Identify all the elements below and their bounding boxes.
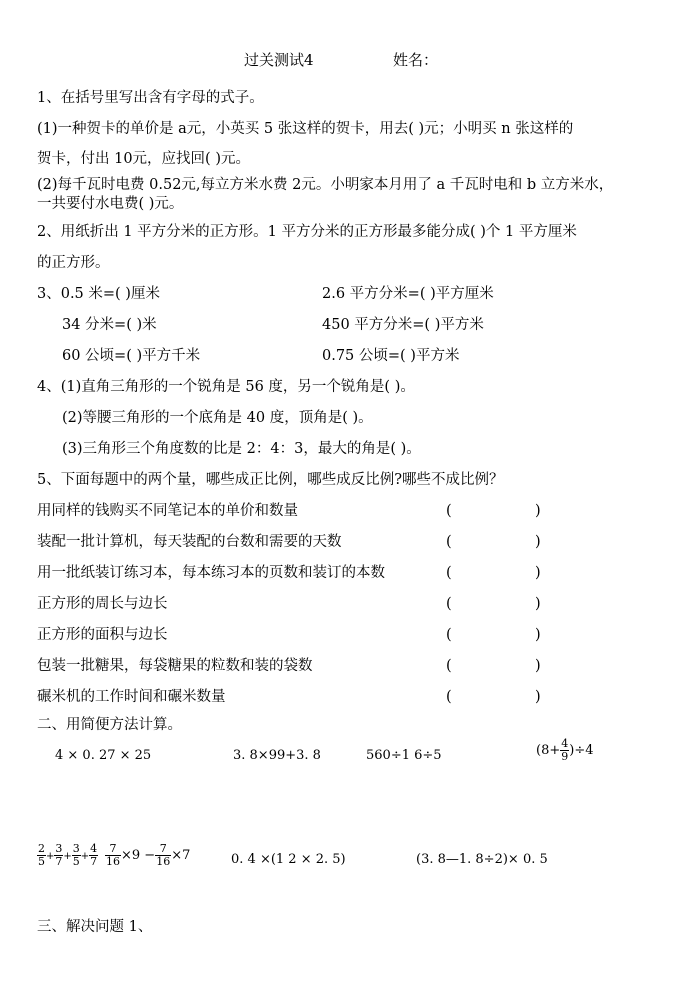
q1-1-line1: (1)一种贺卡的单价是 a元，小英买 5 张这样的贺卡，用去( )元；小明买 n 张这样的 [37,121,574,137]
fraction-denominator: 5 [72,855,80,868]
fraction-denominator: 5 [38,855,45,868]
section2-heading: 二、用简便方法计算。 [37,717,182,733]
answer-paren-close: ) [535,596,541,612]
fraction-denominator: 9 [561,750,569,763]
calc-5 [37,843,98,868]
name-label: 姓名： [393,51,439,69]
answer-paren-open: ( [446,627,452,643]
fraction-numerator: 3 [72,842,80,855]
answer-paren-open: ( [446,565,452,581]
answer-paren-close: ) [535,658,541,674]
q5-item: 包装一批糖果，每袋糖果的粒数和装的袋数 [37,658,313,674]
calc-1: 4 × 0. 27 × 25 [55,748,152,763]
calc-4 [536,738,594,763]
fraction-denominator: 16 [156,855,171,868]
q3-row3-right: 0.75 公顷=( )平方米 [322,348,460,364]
q2-line2: 的正方形。 [37,255,110,271]
q2-line1: 2、用纸折出 1 平方分米的正方形。1 平方分米的正方形最多能分成( )个 1 平方厘米 [37,224,577,240]
q3-row2-left: 34 分米=( )米 [62,317,157,333]
fraction-denominator: 16 [106,855,120,868]
fraction-numerator: 3 [55,842,63,855]
q1-2-line1: (2)每千瓦时电费 0.52元,每立方米水费 2元。小明家本月用了 a 千瓦时电和 b 立方米水， [37,177,614,193]
fraction [89,843,98,868]
q5-item: 用一批纸装订练习本，每本练习本的页数和装订的本数 [37,565,385,581]
q1-1-line2: 贺卡，付出 10元，应找回( )元。 [37,151,250,167]
fraction-denominator: 7 [55,855,63,868]
q3-row1-right: 2.6 平方分米=( )平方厘米 [322,286,494,302]
q5-item: 正方形的周长与边长 [37,596,168,612]
fraction-denominator: 7 [90,855,98,868]
calc-7: 0. 4 ×(1 2 × 2. 5) [231,852,346,867]
plus-sign: + [80,851,90,862]
fraction [72,843,81,868]
fraction-numerator: 4 [90,842,98,855]
answer-paren-close: ) [535,627,541,643]
answer-paren-open: ( [446,534,452,550]
fraction-numerator: 7 [105,843,121,856]
q5-item: 碾米机的工作时间和碾米数量 [37,689,226,705]
answer-paren-open: ( [446,503,452,519]
fraction-numerator: 2 [38,842,45,855]
q5-heading: 5、下面每题中的两个量，哪些成正比例，哪些成反比例?哪些不成比例？ [37,472,504,488]
answer-paren-open: ( [446,596,452,612]
answer-paren-close: ) [535,689,541,705]
calc-6 [105,843,190,868]
answer-paren-close: ) [535,565,541,581]
q3-row2-right: 450 平方分米=( )平方米 [322,317,484,333]
plus-sign: + [46,851,55,862]
q4-1: 4、(1)直角三角形的一个锐角是 56 度，另一个锐角是( )。 [37,379,415,395]
fraction-numerator: 7 [155,843,171,856]
fraction [155,843,171,868]
fraction [37,843,46,868]
fraction-numerator: 4 [561,737,569,750]
section3-heading: 三、解决问题 1、 [37,919,153,935]
answer-paren-open: ( [446,689,452,705]
calc-3: 560÷1 6÷5 [366,748,442,763]
q5-item: 正方形的面积与边长 [37,627,168,643]
fraction [560,738,569,763]
q1-heading: 1、在括号里写出含有字母的式子。 [37,90,264,106]
q3-row3-left: 60 公顷=( )平方千米 [62,348,201,364]
answer-paren-open: ( [446,658,452,674]
q4-2: (2)等腰三角形的一个底角是 40 度，顶角是( )。 [62,410,373,426]
q5-item: 装配一批计算机，每天装配的台数和需要的天数 [37,534,342,550]
calc-6-end: ×7 [171,848,191,863]
calc-4-prefix: (8+ [536,743,561,758]
calc-2: 3. 8×99+3. 8 [233,748,321,763]
fraction [105,843,121,868]
q4-3: (3)三角形三个角度数的比是 2：4：3，最大的角是( )。 [62,441,421,457]
calc-6-mid: ×9 − [121,848,156,863]
q3-row1-left: 3、0.5 米=( )厘米 [37,286,160,302]
calc-8: (3. 8—1. 8÷2)× 0. 5 [416,852,548,867]
q1-2-line2: 一共要付水电费( )元。 [37,196,184,212]
page-title: 过关测试4 [244,51,314,69]
answer-paren-close: ) [535,503,541,519]
calc-4-suffix: )÷4 [569,743,594,758]
plus-sign: + [63,851,72,862]
answer-paren-close: ) [535,534,541,550]
q5-item: 用同样的钱购买不同笔记本的单价和数量 [37,503,298,519]
